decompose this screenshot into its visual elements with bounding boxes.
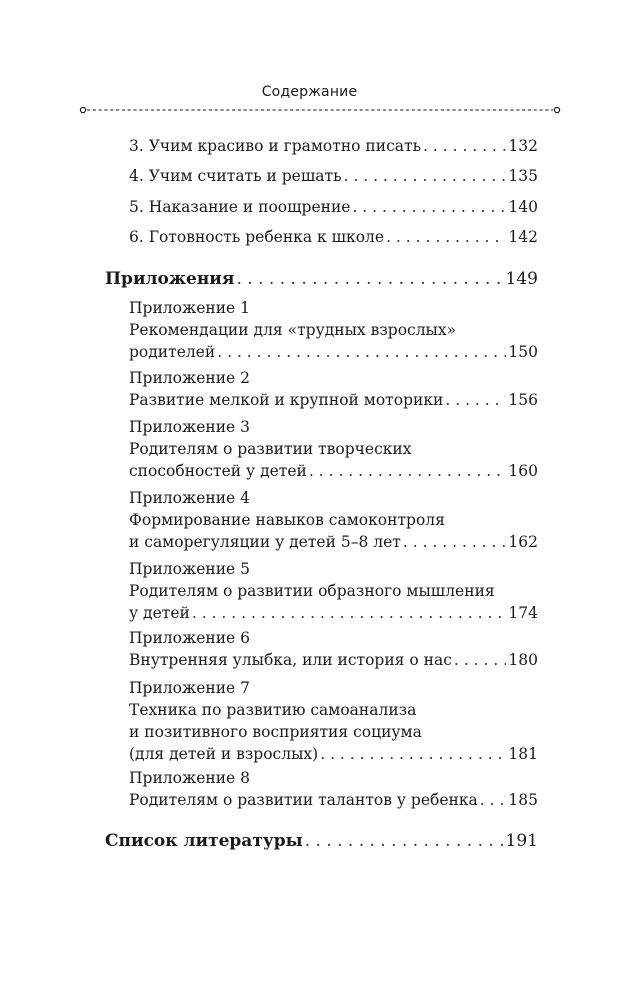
dot-leader [403, 531, 507, 553]
toc-entry-title: и саморегуляции у детей 5–8 лет [129, 533, 401, 551]
dot-leader [445, 389, 506, 411]
dot-leader [305, 830, 504, 852]
toc-entry[interactable] [129, 226, 538, 248]
appendix-entry[interactable] [129, 602, 538, 624]
page-number: 156 [508, 391, 538, 409]
toc-entry-title: (для детей и взрослых) [129, 745, 319, 763]
dot-leader [192, 602, 507, 624]
appendix-label: Приложение 5 [129, 560, 251, 578]
appendix-title-line: и позитивного восприятия социума [129, 723, 422, 741]
running-header: Содержание [261, 84, 358, 100]
section-appendices[interactable] [105, 268, 538, 290]
appendix-title-line: Формирование навыков самоконтроля [129, 511, 445, 529]
toc-entry-title: 5. Наказание и поощрение [129, 198, 351, 216]
appendix-entry[interactable] [129, 789, 538, 811]
dot-leader [352, 196, 506, 218]
section-references[interactable] [105, 830, 538, 852]
dot-leader [309, 460, 507, 482]
appendix-entry[interactable] [129, 341, 538, 363]
appendix-title-line: Рекомендации для «трудных взрослых» [129, 321, 457, 339]
toc-entry-title: родителей [129, 343, 216, 361]
appendix-title-line: Родителям о развитии образного мышления [129, 582, 495, 600]
appendix-entry[interactable] [129, 389, 538, 411]
page-number: 174 [508, 604, 538, 622]
toc-entry-title: Список литературы [105, 831, 303, 851]
appendix-title-line: Родителям о развитии творческих [129, 440, 412, 458]
appendix-entry[interactable] [129, 649, 538, 671]
appendix-label: Приложение 1 [129, 299, 251, 317]
toc-entry-title: у детей [129, 604, 190, 622]
toc-entry[interactable] [129, 135, 538, 157]
toc-entry-title: Развитие мелкой и крупной моторики [129, 391, 444, 409]
appendix-title-line: Техника по развитию самоанализа [129, 701, 417, 719]
appendix-entry[interactable] [129, 743, 538, 765]
dot-leader [320, 743, 506, 765]
dot-leader [454, 649, 507, 671]
appendix-label: Приложение 2 [129, 369, 251, 387]
toc-entry-title: 6. Готовность ребенка к школе [129, 228, 385, 246]
appendix-label: Приложение 6 [129, 629, 251, 647]
dot-leader [217, 341, 506, 363]
appendix-label: Приложение 7 [129, 679, 251, 697]
toc-entry-title: 3. Учим красиво и грамотно писать [129, 137, 422, 155]
dot-leader [423, 135, 506, 157]
appendix-entry[interactable] [129, 531, 538, 553]
page-number: 162 [508, 533, 538, 551]
page-number: 191 [505, 831, 538, 851]
appendix-entry[interactable] [129, 460, 538, 482]
toc-entry-title: Приложения [105, 269, 235, 289]
page-number: 181 [508, 745, 538, 763]
toc-entry-title: Внутренняя улыбка, или история о нас [129, 651, 452, 669]
toc-entry[interactable] [129, 165, 538, 187]
appendix-label: Приложение 3 [129, 418, 251, 436]
page-number: 140 [508, 198, 538, 216]
toc-entry-title: 4. Учим считать и решать [129, 167, 342, 185]
page-number: 149 [505, 269, 538, 289]
toc-entry[interactable] [129, 196, 538, 218]
dot-leader [236, 268, 503, 290]
page-number: 142 [508, 228, 538, 246]
page-number: 160 [508, 462, 538, 480]
dot-leader [386, 226, 506, 248]
toc-entry-title: способностей у детей [129, 462, 307, 480]
page-number: 180 [508, 651, 538, 669]
page-number: 135 [508, 167, 538, 185]
appendix-label: Приложение 4 [129, 489, 251, 507]
page-number: 150 [508, 343, 538, 361]
toc-entry-title: Родителям о развитии талантов у ребенка [129, 791, 478, 809]
page-number: 185 [508, 791, 538, 809]
appendix-label: Приложение 8 [129, 769, 251, 787]
dot-leader [344, 165, 507, 187]
dot-leader [480, 789, 507, 811]
page-number: 132 [508, 137, 538, 155]
